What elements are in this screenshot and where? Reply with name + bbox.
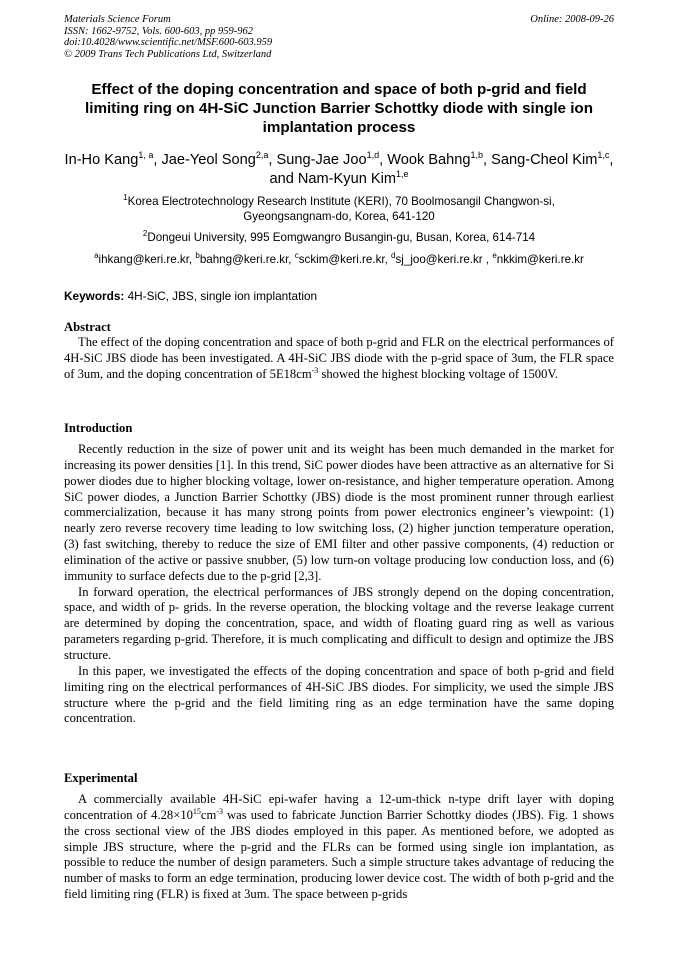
journal-issn: ISSN: 1662-9752, Vols. 600-603, pp 959-962 xyxy=(64,25,253,37)
abstract-section xyxy=(64,320,614,383)
author-affiliation-sup: 1, a xyxy=(138,150,154,161)
email-sup: b xyxy=(195,251,200,261)
introduction-paragraph-3: In this paper, we investigated the effects of the doping concentration and space of both p-grid and field limiting ring on the electrical performances of 4H-SiC JBS diodes. For simplicity, we used the simple JBS structure where the p-grid and the field limiting ring as an edge termination have the same doping concentration. xyxy=(64,663,614,726)
author-separator: , xyxy=(268,152,277,168)
author-name: Sang-Cheol Kim xyxy=(491,152,598,168)
affiliation-1-sup: 1 xyxy=(123,193,128,203)
author-separator: , xyxy=(379,152,388,168)
affiliation-2-sup: 2 xyxy=(142,229,148,239)
author-affiliation-sup: 1,d xyxy=(366,150,380,161)
author-affiliation-sup: 2,a xyxy=(255,150,269,161)
author-name: Sung-Jae Joo xyxy=(276,152,367,168)
author-affiliation-sup: 1,e xyxy=(396,169,409,180)
keywords xyxy=(64,289,614,303)
author-affiliation-sup: 1,b xyxy=(470,150,484,161)
journal-doi: doi:10.4028/www.scientific.net/MSF.600-603.959 xyxy=(64,37,273,48)
journal-header xyxy=(64,14,614,60)
journal-name: Materials Science Forum xyxy=(64,14,171,25)
affiliation-1-line1: Korea Electrotechnology Research Institute (KERI), 70 Boolmosangil Changwon-si, xyxy=(127,195,555,208)
introduction-section xyxy=(64,421,614,727)
email-sup: a xyxy=(94,251,99,261)
author-name: In-Ho Kang xyxy=(64,152,139,168)
email-address: sj_joo@keri.re.kr xyxy=(395,253,483,266)
abstract-heading: Abstract xyxy=(64,320,111,334)
journal-copyright: © 2009 Trans Tech Publications Ltd, Switzerland xyxy=(64,48,272,60)
email-address: bahng@keri.re.kr xyxy=(199,253,289,266)
keywords-text: 4H-SiC, JBS, single ion implantation xyxy=(127,289,318,303)
email-sup: c xyxy=(294,251,299,261)
author-name: Wook Bahng xyxy=(387,152,471,168)
affiliation-2 xyxy=(64,231,614,246)
email-list: $^a$ihkang@keri.re.kr, $^b$bahng@keri.re.kr, $^c$sckim@keri.re.kr, $^d$sj_joo@keri.re.kr , $^e$nkkim@keri.re.kr xyxy=(94,251,584,266)
affiliation-1 xyxy=(64,195,614,224)
author-name: Jae-Yeol Song xyxy=(161,152,256,168)
affiliation-2-line1: Dongeui University, 995 Eomgwangro Busangin-gu, Busan, Korea, 614-714 xyxy=(147,231,536,244)
abstract-paragraph: The effect of the doping concentration and space of both p-grid and FLR on the electrical performances of 4H-SiC JBS diode has been investigated. A 4H-SiC JBS diode with the p-grid space of 3um, the FLR space of 3um, and the doping concentration of $5E18cm^{-3}$ showed the highest blocking voltage of 1500V. xyxy=(64,335,614,381)
experimental-heading: Experimental xyxy=(64,771,138,785)
author-separator: , xyxy=(153,152,162,168)
author-separator: , and xyxy=(269,152,614,187)
email-address: sckim@keri.re.kr xyxy=(298,253,385,266)
email-sup: e xyxy=(492,251,497,261)
keywords-label: Keywords: xyxy=(64,289,125,303)
author-name: Nam-Kyun Kim xyxy=(297,171,396,187)
online-date: Online: 2008-09-26 xyxy=(530,14,614,25)
paper-title: Effect of the doping concentration and space of both p-grid and field limiting ring on 4H-SiC Junction Barrier Schottky diode with single ion implantation process xyxy=(85,81,593,136)
author-affiliation-sup: 1,c xyxy=(597,150,610,161)
email-address: ihkang@keri.re.kr xyxy=(98,253,189,266)
author-list xyxy=(64,151,614,189)
experimental-section xyxy=(64,771,614,903)
email-sup: d xyxy=(391,251,396,261)
author-separator: , xyxy=(483,152,492,168)
affiliation-1-line2: Gyeongsangnam-do, Korea, 641-120 xyxy=(243,209,435,223)
email-address: nkkim@keri.re.kr xyxy=(496,253,584,266)
introduction-paragraph-2: In forward operation, the electrical performances of JBS strongly depend on the doping concentration, space, and width of p- grids. In the reverse operation, the blocking voltage and the reverse leakage current are determined by doping the concentration, space, and width of floating guard ring as well as various parameters regarding p-grid. Therefore, it is much complicating and difficult to design and optimize the JBS structure. xyxy=(64,584,614,662)
introduction-heading: Introduction xyxy=(64,421,133,435)
introduction-paragraph-1: Recently reduction in the size of power unit and its weight has been much demanded in the market for increasing its power densities [1]. In this trend, SiC power diodes have been attractive as an alternative for Si power diodes due to higher blocking voltage, lower on-resistance, and higher temperature operation. Among SiC power diodes, a Junction Barrier Schottky (JBS) diode is the most prominent runner through earliest commercialization, because it has many strong points from power electronics engineer’s viewpoint: (1) nearly zero reverse recovery time leading to low switching loss, (2) higher junction temperature operation, (3) fast switching, thereby to reduce the size of EMI filter and other passive components, (4) reduction or elimination of the active or passive snubber, (5) low turn-on voltage producing low conduction loss, and (6) immunity to surface defects due to the p-grid [2,3]. xyxy=(64,442,614,583)
experimental-paragraph-1: A commercially available 4H-SiC epi-wafer having a 12-um-thick n-type drift layer with doping concentration of $4.28\times 10^{15}cm^{-3}$ was used to fabricate Junction Barrier Schottky diodes (JBS). Fig. 1 shows the cross sectional view of the JBS diodes employed in this paper. As mentioned before, we adopted as simple JBS structure, where the p-grid and the FLRs can be formed using single ion implantation, as possible to reduce the number of design parameters. Such a simple structure takes advantage of reducing the number of masks to form an edge termination, producing lower device cost. The width of both p-grid and the field limiting ring (FLR) is fixed at 3um. The space between p-grids xyxy=(64,792,614,902)
